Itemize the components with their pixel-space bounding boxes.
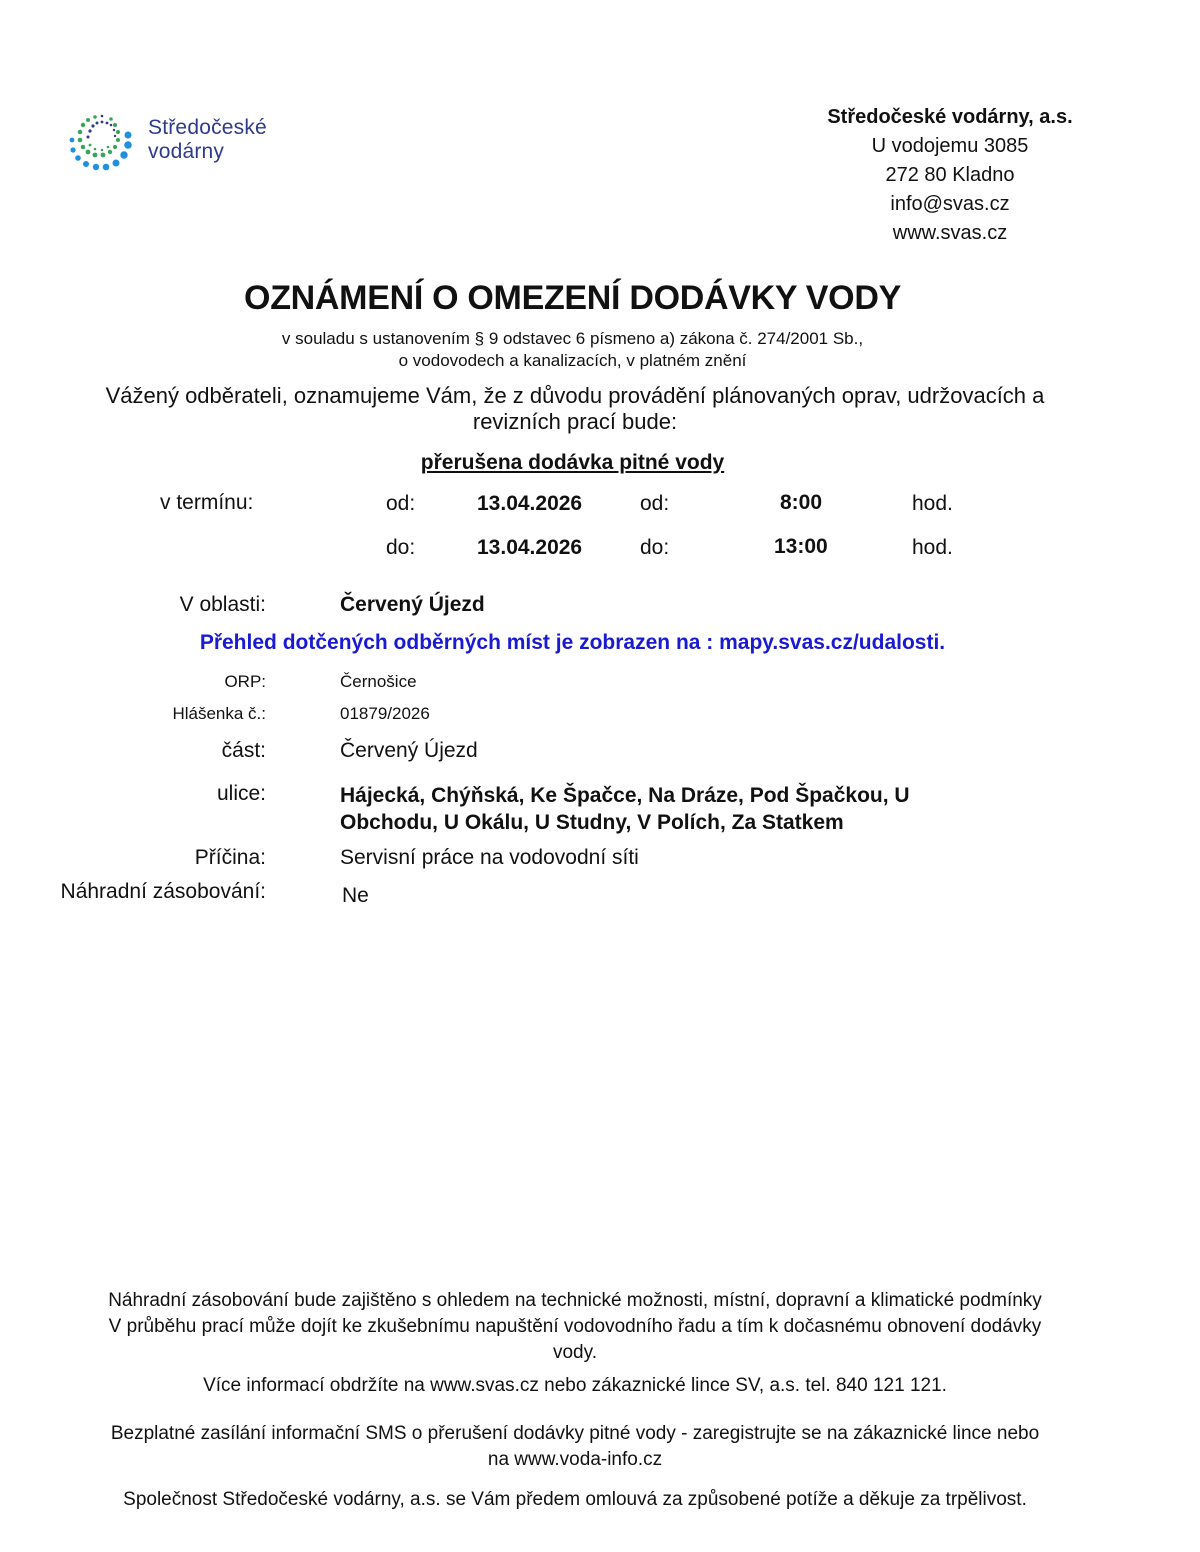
footer-text: na www.voda-info.cz [487,1449,663,1470]
footer-paragraph-1 [20,1288,1130,1366]
streets-value [340,782,910,836]
intro-line-1: Vážený odběrateli, oznamujeme Vám, že z důvodu provádění plánovaných oprav, udržovacích a [105,383,1045,408]
report-number-label: Hlášenka č.: [172,704,266,723]
from-time-unit: hod. [912,492,953,515]
company-address [790,103,1110,248]
orp-value: Černošice [340,672,417,691]
from-date: 13.04.2026 [477,492,583,515]
area-label: V oblasti: [179,593,266,616]
cause-value: Servisní práce na vodovodní síti [340,846,639,869]
report-number-value: 01879/2026 [340,704,430,723]
part-value: Červený Újezd [340,739,478,762]
logo-line-2: vodárny [148,140,225,163]
intro-text [40,383,1110,435]
company-email[interactable]: info@svas.cz [890,193,1010,215]
cause-label: Příčina: [194,846,266,869]
footer-apology: Společnost Středočeské vodárny, a.s. se Vám předem omlouvá za způsobené potíže a děkuje za trpělivost. [123,1489,1027,1510]
to-time: 13:00 [774,535,828,558]
footer-text: vody. [552,1342,597,1363]
intro-line-2: revizních prací bude: [472,409,678,434]
streets-line-2: Obchodu, U Okálu, U Studny, V Polích, Za Statkem [340,811,844,834]
from-date-label: od: [386,492,416,515]
from-time-label: od: [640,492,670,515]
footer-text: Bezplatné zasílání informační SMS o přerušení dodávky pitné vody - zaregistrujte se na zákaznické lince nebo [110,1423,1040,1444]
substitute-supply-value: Ne [342,884,369,907]
substitute-supply-label: Náhradní zásobování: [60,880,266,903]
logo-dots-icon [68,112,138,176]
footer-sms [20,1421,1130,1473]
company-city: 272 80 Kladno [885,164,1015,186]
footer-text: V průběhu prací může dojít ke zkušebnímu napuštění vodovodního řadu a tím k dočasnému obnovení dodávky [108,1316,1042,1337]
legal-line-2: o vodovodech a kanalizacích, v platném znění [398,351,747,370]
company-name: Středočeské vodárny, a.s. [827,106,1073,128]
to-date: 13.04.2026 [477,536,583,559]
to-time-label: do: [640,536,670,559]
from-time: 8:00 [780,491,823,514]
map-notice-link[interactable]: Přehled dotčených odběrných míst je zobrazen na : mapy.svas.cz/udalosti. [199,631,946,654]
streets-label: ulice: [216,782,266,805]
legal-line-1: v souladu s ustanovením § 9 odstavec 6 písmeno a) zákona č. 274/2001 Sb., [281,329,864,348]
logo-line-1: Středočeské [148,116,267,139]
company-website[interactable]: www.svas.cz [892,222,1008,244]
area-value: Červený Újezd [340,593,485,616]
footer-text: Náhradní zásobování bude zajištěno s ohledem na technické možnosti, místní, dopravní a klimatické podmínky [108,1290,1042,1311]
orp-label: ORP: [224,672,266,691]
footer-contact: Více informací obdržíte na www.svas.cz nebo zákaznické lince SV, a.s. tel. 840 121 121. [203,1375,947,1396]
company-street: U vodojemu 3085 [871,135,1029,157]
page-title: OZNÁMENÍ O OMEZENÍ DODÁVKY VODY [244,279,901,317]
streets-line-1: Hájecká, Chýňská, Ke Špačce, Na Dráze, Pod Špačkou, U [340,784,910,807]
to-time-unit: hod. [912,536,953,559]
legal-basis [0,328,1145,372]
to-date-label: do: [386,536,416,559]
company-logo [68,112,278,176]
outage-headline: přerušena dodávka pitné vody [420,451,725,474]
logo-wordmark [148,116,267,164]
part-label: část: [221,739,266,762]
schedule-label: v termínu: [160,491,254,514]
